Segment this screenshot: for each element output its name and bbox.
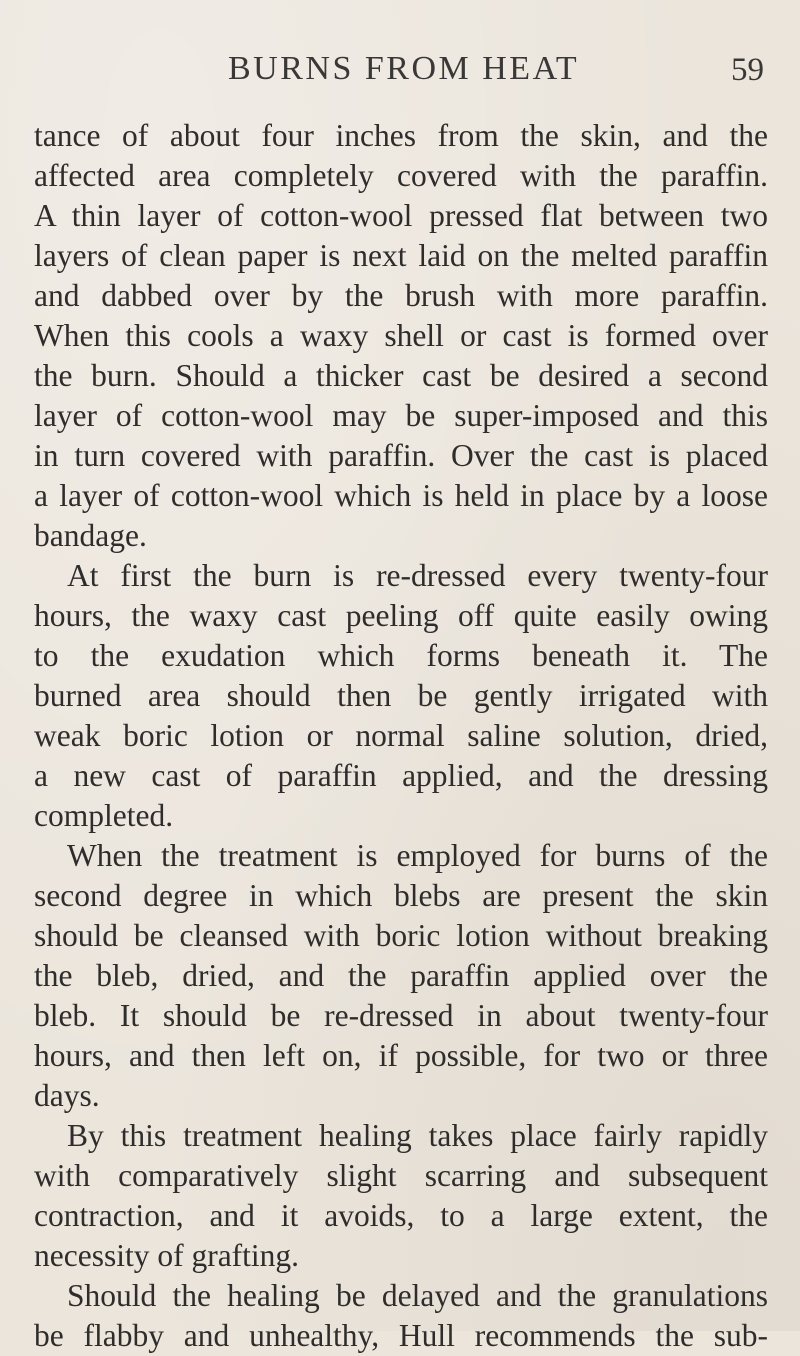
- text-line: completed.: [34, 798, 174, 833]
- text-line: bandage.: [34, 518, 147, 553]
- text-line: to the exudation which forms beneath it. The: [34, 638, 768, 673]
- text-line: hours, the waxy cast peeling off quite easily owing: [34, 598, 768, 633]
- text-line: the burn. Should a thicker cast be desired a second: [34, 358, 768, 393]
- text-line: By this treatment healing takes place fairly rapidly: [67, 1118, 768, 1153]
- text-line: hours, and then left on, if possible, for two or three: [34, 1038, 768, 1073]
- running-head: [0, 50, 800, 96]
- text-line: tance of about four inches from the skin, and the: [34, 118, 768, 153]
- text-line: days.: [34, 1078, 100, 1113]
- text-line: weak boric lotion or normal saline solution, dried,: [34, 718, 768, 753]
- text-line: should be cleansed with boric lotion without breaking: [34, 918, 768, 953]
- running-head-title: BURNS FROM HEAT: [228, 50, 580, 87]
- text-line: A thin layer of cotton-wool pressed flat between two: [34, 198, 768, 233]
- text-line: necessity of grafting.: [34, 1238, 300, 1273]
- text-line: second degree in which blebs are present the skin: [34, 878, 768, 913]
- text-line: a layer of cotton-wool which is held in place by a loose: [34, 478, 768, 513]
- text-line: When this cools a waxy shell or cast is formed over: [34, 318, 768, 353]
- text-line: and dabbed over by the brush with more paraffin.: [34, 278, 768, 313]
- text-line: Should the healing be delayed and the granulations: [67, 1278, 768, 1313]
- text-line: a new cast of paraffin applied, and the dressing: [34, 758, 768, 793]
- text-line: layer of cotton-wool may be super-imposed and this: [34, 398, 768, 433]
- text-line: with comparatively slight scarring and subsequent: [34, 1158, 768, 1193]
- page-number: 59: [731, 52, 764, 88]
- body-text: [34, 116, 768, 1356]
- text-line: When the treatment is employed for burns of the: [67, 838, 768, 873]
- text-line: burned area should then be gently irrigated with: [34, 678, 768, 713]
- text-line: be flabby and unhealthy, Hull recommends the sub-: [34, 1318, 768, 1353]
- text-line: affected area completely covered with the paraffin.: [34, 158, 768, 193]
- text-line: the bleb, dried, and the paraffin applied over the: [34, 958, 768, 993]
- text-line: in turn covered with paraffin. Over the cast is placed: [34, 438, 768, 473]
- text-line: bleb. It should be re-dressed in about twenty-four: [34, 998, 768, 1033]
- text-line: layers of clean paper is next laid on the melted paraffin: [34, 238, 768, 273]
- text-line: contraction, and it avoids, to a large extent, the: [34, 1198, 768, 1233]
- text-line: At first the burn is re-dressed every twenty-four: [67, 558, 768, 593]
